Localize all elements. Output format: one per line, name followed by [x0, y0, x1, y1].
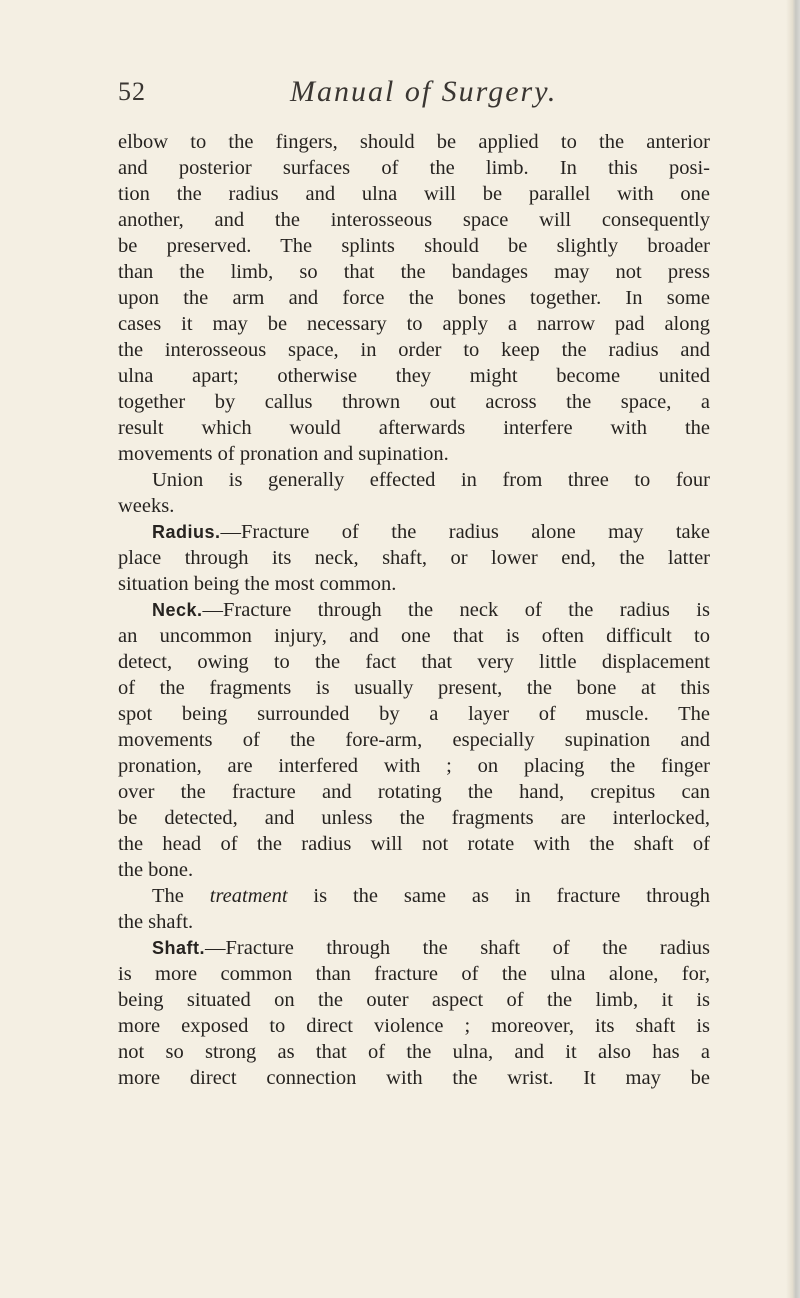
text-line: weeks.: [118, 495, 175, 517]
text-line: the shaft.: [118, 911, 194, 933]
running-head: [118, 72, 714, 112]
text-line: the head of the radius will not rotate with the shaft of: [118, 833, 710, 855]
text-line: tion the radius and ulna will be parallel with one: [118, 183, 710, 205]
text-line: result which would afterwards interfere with the: [118, 417, 710, 439]
body-text: [118, 129, 710, 1091]
text-line: than the limb, so that the bandages may not press: [118, 261, 710, 283]
text-line: another, and the interosseous space will consequently: [118, 209, 710, 231]
text-line: not so strong as that of the ulna, and it also has a: [118, 1041, 710, 1063]
section-heading-radius: Radius.: [152, 522, 221, 542]
section-heading-line-radius: Radius.—Fracture of the radius alone may take: [152, 521, 710, 543]
page-edge-shadow: [786, 0, 800, 1298]
section-heading-neck: Neck.: [152, 600, 203, 620]
paragraph-start-line: Union is generally effected in from three to four: [152, 469, 710, 491]
italic-term: treatment: [209, 885, 288, 907]
text-line: spot being surrounded by a layer of muscle. The: [118, 703, 710, 725]
text-line: situation being the most common.: [118, 573, 397, 595]
text-line: the interosseous space, in order to keep the radius and: [118, 339, 710, 361]
text-line: be preserved. The splints should be slightly broader: [118, 235, 710, 257]
text-line: detect, owing to the fact that very little displacement: [118, 651, 710, 673]
text-line: be detected, and unless the fragments are interlocked,: [118, 807, 710, 829]
text-line: upon the arm and force the bones together. In some: [118, 287, 710, 309]
text-line: movements of the fore-arm, especially supination and: [118, 729, 710, 751]
text-line: being situated on the outer aspect of the limb, it is: [118, 989, 710, 1011]
text-line: the bone.: [118, 859, 194, 881]
running-title: Manual of Surgery.: [290, 75, 558, 108]
section-heading-line-neck: Neck.—Fracture through the neck of the radius is: [152, 599, 710, 621]
text-line: ulna apart; otherwise they might become united: [118, 365, 710, 387]
text-line: is more common than fracture of the ulna alone, for,: [118, 963, 710, 985]
text-line: more direct connection with the wrist. It may be: [118, 1067, 710, 1089]
text-line: pronation, are interfered with ; on placing the finger: [118, 755, 710, 777]
text-line: more exposed to direct violence ; moreover, its shaft is: [118, 1015, 710, 1037]
page-number: 52: [118, 77, 146, 106]
text-line: elbow to the fingers, should be applied to the anterior: [118, 131, 710, 153]
text-line: and posterior surfaces of the limb. In this posi-: [118, 157, 710, 179]
text-line: cases it may be necessary to apply a narrow pad along: [118, 313, 710, 335]
text-line: place through its neck, shaft, or lower end, the latter: [118, 547, 710, 569]
text-line: of the fragments is usually present, the bone at this: [118, 677, 710, 699]
paragraph-start-line: The treatment is the same as in fracture through: [152, 885, 710, 907]
section-heading-shaft: Shaft.: [152, 938, 206, 958]
section-heading-line-shaft: Shaft.—Fracture through the shaft of the radius: [152, 937, 710, 959]
text-line: movements of pronation and supination.: [118, 443, 449, 465]
text-line: over the fracture and rotating the hand, crepitus can: [118, 781, 710, 803]
text-line: together by callus thrown out across the space, a: [118, 391, 710, 413]
text-line: an uncommon injury, and one that is often difficult to: [118, 625, 710, 647]
